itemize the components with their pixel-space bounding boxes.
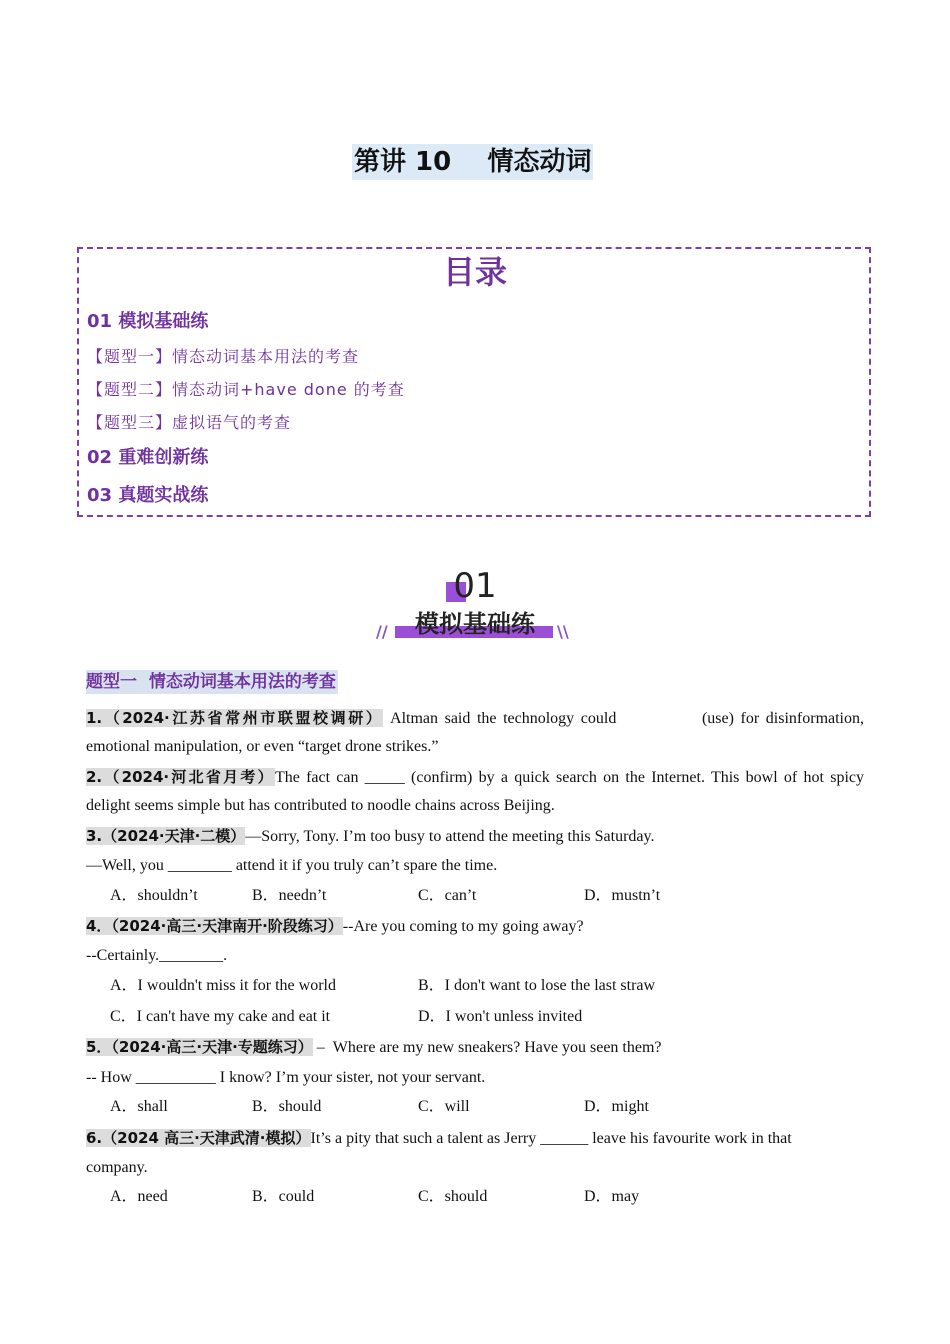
question-text-cont: emotional manipulation, or even “target drone strikes.” xyxy=(86,738,439,755)
option-c[interactable]: C．should xyxy=(418,1188,488,1205)
question-source: 1.（2024·江苏省常州市联盟校调研） xyxy=(86,709,384,727)
question-text: --Are you coming to my going away? xyxy=(342,918,584,935)
option-d[interactable]: D．may xyxy=(584,1188,640,1205)
question-source: 3.（2024·天津·二模） xyxy=(86,827,246,845)
banner-number: 01 xyxy=(453,566,497,606)
option-a[interactable]: A．I wouldn't miss it for the world xyxy=(110,977,336,994)
option-b[interactable]: B．needn’t xyxy=(252,887,327,904)
question-source: 2.（2024·河北省月考） xyxy=(86,768,275,786)
toc-subsection-2[interactable]: 【题型二】情态动词+have done 的考查 xyxy=(87,380,405,399)
question-text-cont: —Well, you ________ attend it if you truly can’t spare the time. xyxy=(86,857,498,874)
page-title: 第讲 10 情态动词 xyxy=(352,144,593,180)
question-text: The fact can _____ (confirm) by a quick search on the Internet. This bowl of hot spicy xyxy=(274,769,864,786)
option-d[interactable]: D．I won't unless invited xyxy=(418,1008,583,1025)
option-b[interactable]: B．I don't want to lose the last straw xyxy=(418,977,656,994)
option-d[interactable]: D．mustn’t xyxy=(584,887,661,904)
toc-section-1[interactable]: 01 模拟基础练 xyxy=(87,311,209,332)
option-b[interactable]: B．should xyxy=(252,1098,322,1115)
question-source: 5．（2024·高三·天津·专题练习） xyxy=(86,1038,313,1056)
question-text-cont: --Certainly.________. xyxy=(86,947,228,964)
question-type-heading: 题型一 情态动词基本用法的考查 xyxy=(86,672,336,692)
option-c[interactable]: C．can’t xyxy=(418,887,477,904)
banner-left-mark: // xyxy=(376,622,388,641)
question-source: 6.（2024 高三·天津武清·模拟） xyxy=(86,1129,311,1147)
banner-right-mark: \\ xyxy=(557,622,569,641)
question-text-cont: delight seems simple but has contributed to noodle chains across Beijing. xyxy=(86,797,555,814)
option-c[interactable]: C．I can't have my cake and eat it xyxy=(110,1008,331,1025)
banner-title: 模拟基础练 xyxy=(415,610,535,638)
toc-section-3[interactable]: 03 真题实战练 xyxy=(87,485,209,506)
option-c[interactable]: C．will xyxy=(418,1098,470,1115)
toc-subsection-3[interactable]: 【题型三】虚拟语气的考查 xyxy=(87,413,292,432)
option-d[interactable]: D．might xyxy=(584,1098,649,1115)
option-a[interactable]: A．shouldn’t xyxy=(110,887,198,904)
question-text-cont: company. xyxy=(86,1159,148,1176)
question-text-cont: -- How __________ I know? I’m your sister, not your servant. xyxy=(86,1069,486,1086)
question-1 xyxy=(86,708,864,729)
question-3 xyxy=(86,826,864,847)
question-6 xyxy=(86,1128,864,1149)
question-text: It’s a pity that such a talent as Jerry ______ leave his favourite work in that xyxy=(310,1130,792,1147)
toc-subsection-1[interactable]: 【题型一】情态动词基本用法的考查 xyxy=(87,347,360,366)
option-a[interactable]: A．shall xyxy=(110,1098,168,1115)
option-a[interactable]: A．need xyxy=(110,1188,168,1205)
question-4 xyxy=(86,916,864,937)
question-text: – Where are my new sneakers? Have you seen them? xyxy=(316,1039,662,1056)
question-text: Altman said the technology could (use) for disinformation, xyxy=(390,710,864,727)
option-b[interactable]: B．could xyxy=(252,1188,315,1205)
question-5 xyxy=(86,1037,864,1058)
toc-section-2[interactable]: 02 重难创新练 xyxy=(87,447,209,468)
toc-heading: 目录 xyxy=(442,253,507,291)
question-2 xyxy=(86,767,864,788)
question-text: —Sorry, Tony. I’m too busy to attend the meeting this Saturday. xyxy=(245,828,655,845)
question-source: 4．（2024·高三·天津南开·阶段练习） xyxy=(86,917,343,935)
